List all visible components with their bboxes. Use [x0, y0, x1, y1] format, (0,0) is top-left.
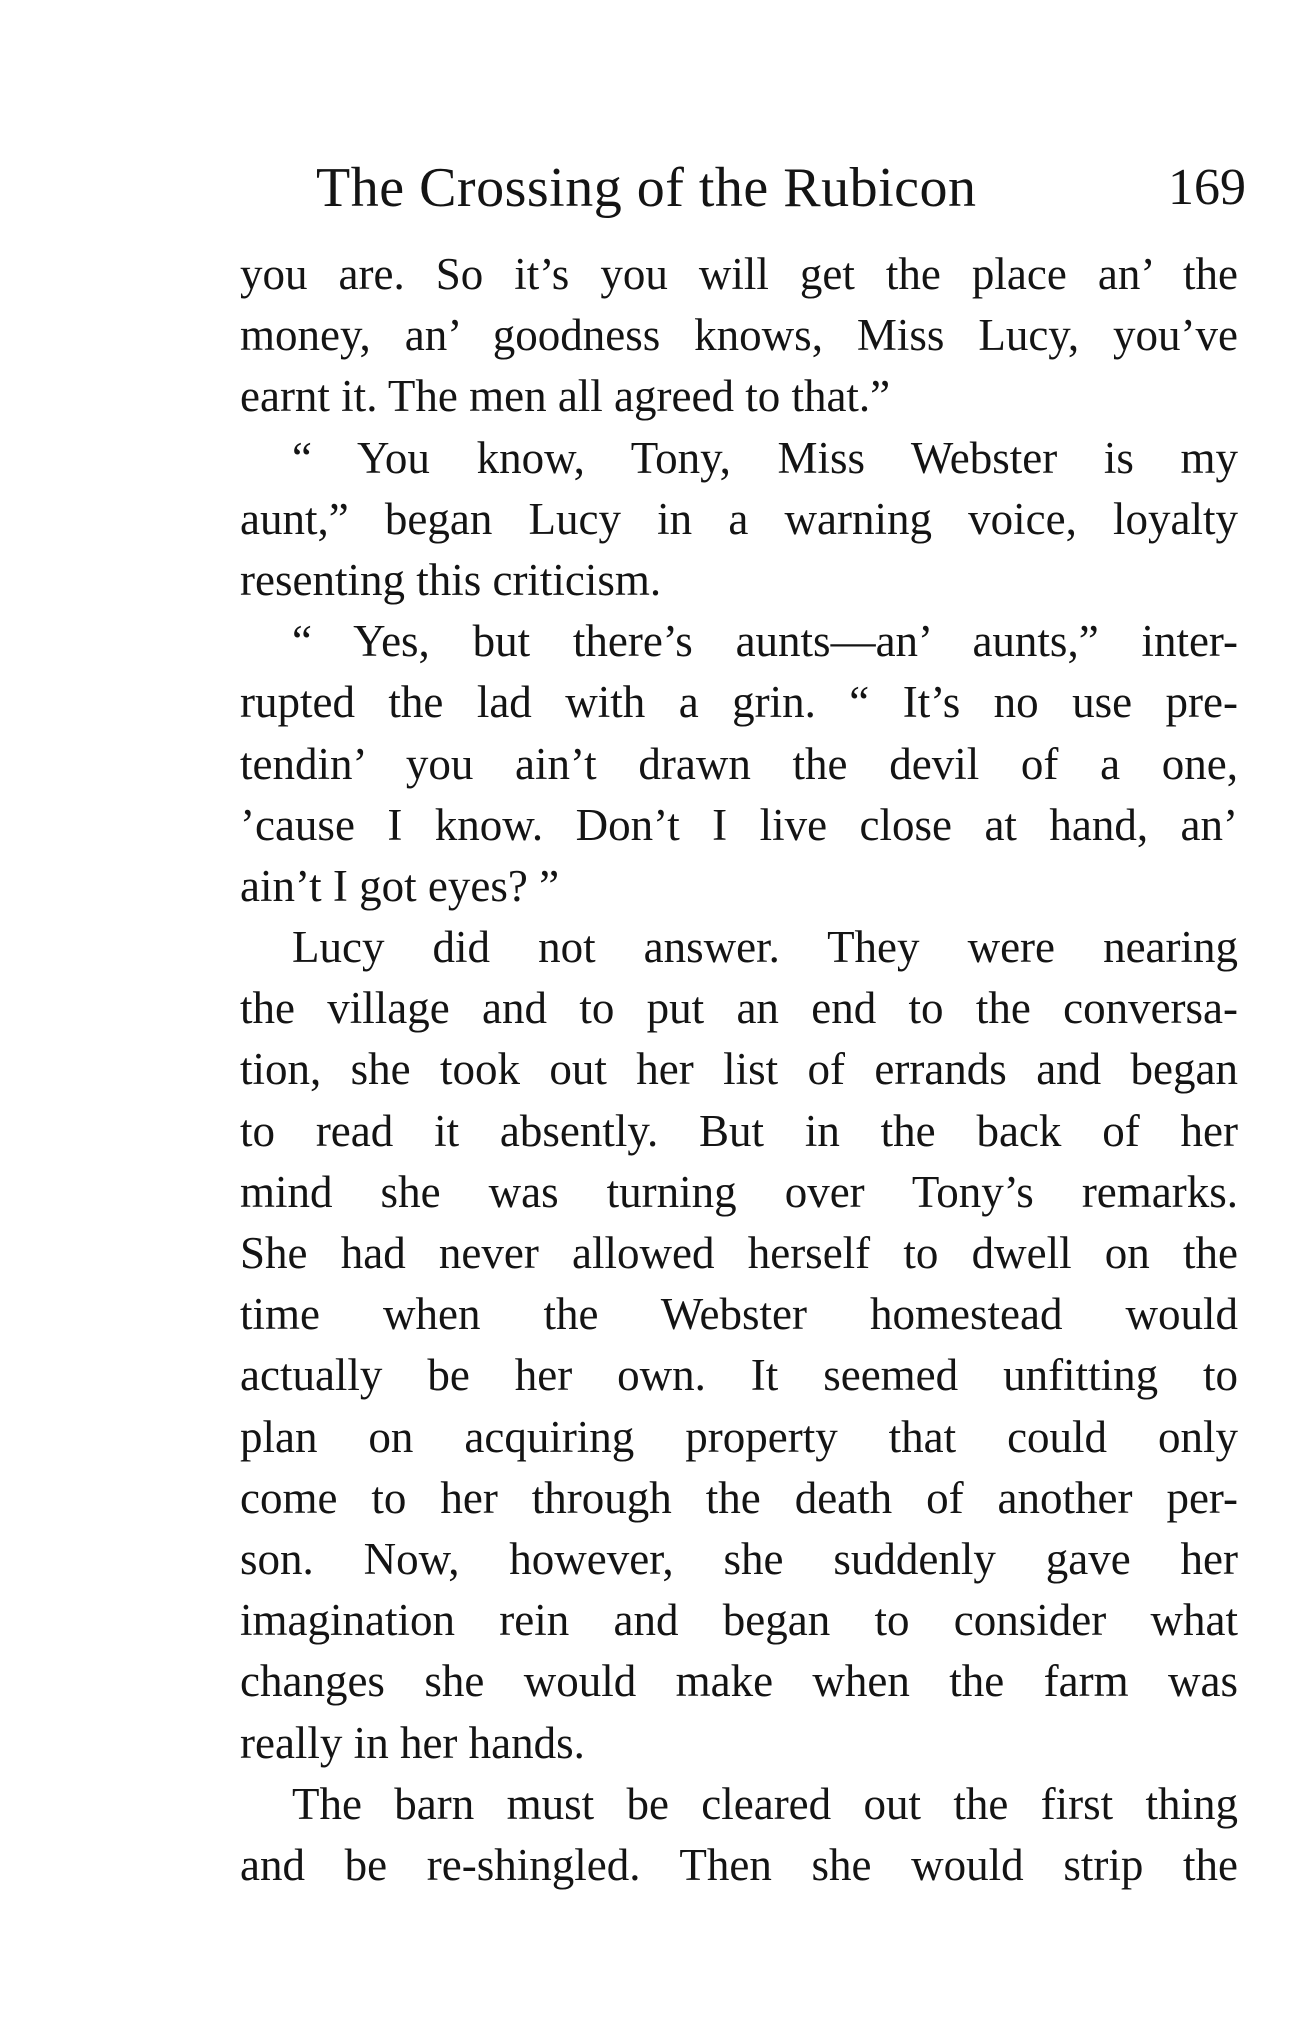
text-line: resenting this criticism. — [240, 554, 662, 605]
text-line: aunt,” began Lucy in a warning voice, loyalty — [240, 493, 1238, 544]
text-line: imagination rein and began to consider what — [240, 1595, 1238, 1646]
text-line: come to her through the death of another per- — [240, 1472, 1238, 1523]
text-line: ain’t I got eyes? ” — [240, 860, 560, 911]
text-line: rupted the lad with a grin. “ It’s no use pre- — [240, 677, 1238, 728]
text-line: son. Now, however, she suddenly gave her — [240, 1533, 1238, 1584]
body-text — [240, 244, 1238, 1896]
text-line: money, an’ goodness knows, Miss Lucy, you’ve — [240, 310, 1238, 361]
text-line: Lucy did not answer. They were nearing — [292, 922, 1238, 973]
text-line: you are. So it’s you will get the place an’ the — [240, 249, 1238, 299]
text-line: the village and to put an end to the conversa- — [240, 983, 1238, 1034]
text-line: time when the Webster homestead would — [240, 1289, 1238, 1340]
text-line: “ Yes, but there’s aunts—an’ aunts,” inter- — [292, 616, 1238, 667]
chapter-title: The Crossing of the Rubicon — [316, 157, 977, 219]
text-line: tion, she took out her list of errands and began — [240, 1044, 1238, 1095]
running-head — [316, 150, 1246, 226]
text-line: plan on acquiring property that could only — [240, 1411, 1238, 1462]
text-line: and be re-shingled. Then she would strip the — [240, 1839, 1238, 1890]
text-line: to read it absently. But in the back of her — [240, 1105, 1238, 1156]
text-line: tendin’ you ain’t drawn the devil of a one, — [240, 738, 1238, 789]
page-number: 169 — [1168, 159, 1246, 216]
text-line: actually be her own. It seemed unfitting to — [240, 1350, 1238, 1401]
text-line: She had never allowed herself to dwell on the — [240, 1228, 1238, 1278]
text-line: mind she was turning over Tony’s remarks. — [240, 1166, 1238, 1217]
text-line: The barn must be cleared out the first thing — [292, 1778, 1238, 1829]
text-line: changes she would make when the farm was — [240, 1656, 1238, 1707]
text-line: ’cause I know. Don’t I live close at hand, an’ — [240, 799, 1238, 850]
text-line: “ You know, Tony, Miss Webster is my — [292, 432, 1238, 483]
text-line: earnt it. The men all agreed to that.” — [240, 371, 891, 422]
text-line: really in her hands. — [240, 1717, 585, 1768]
